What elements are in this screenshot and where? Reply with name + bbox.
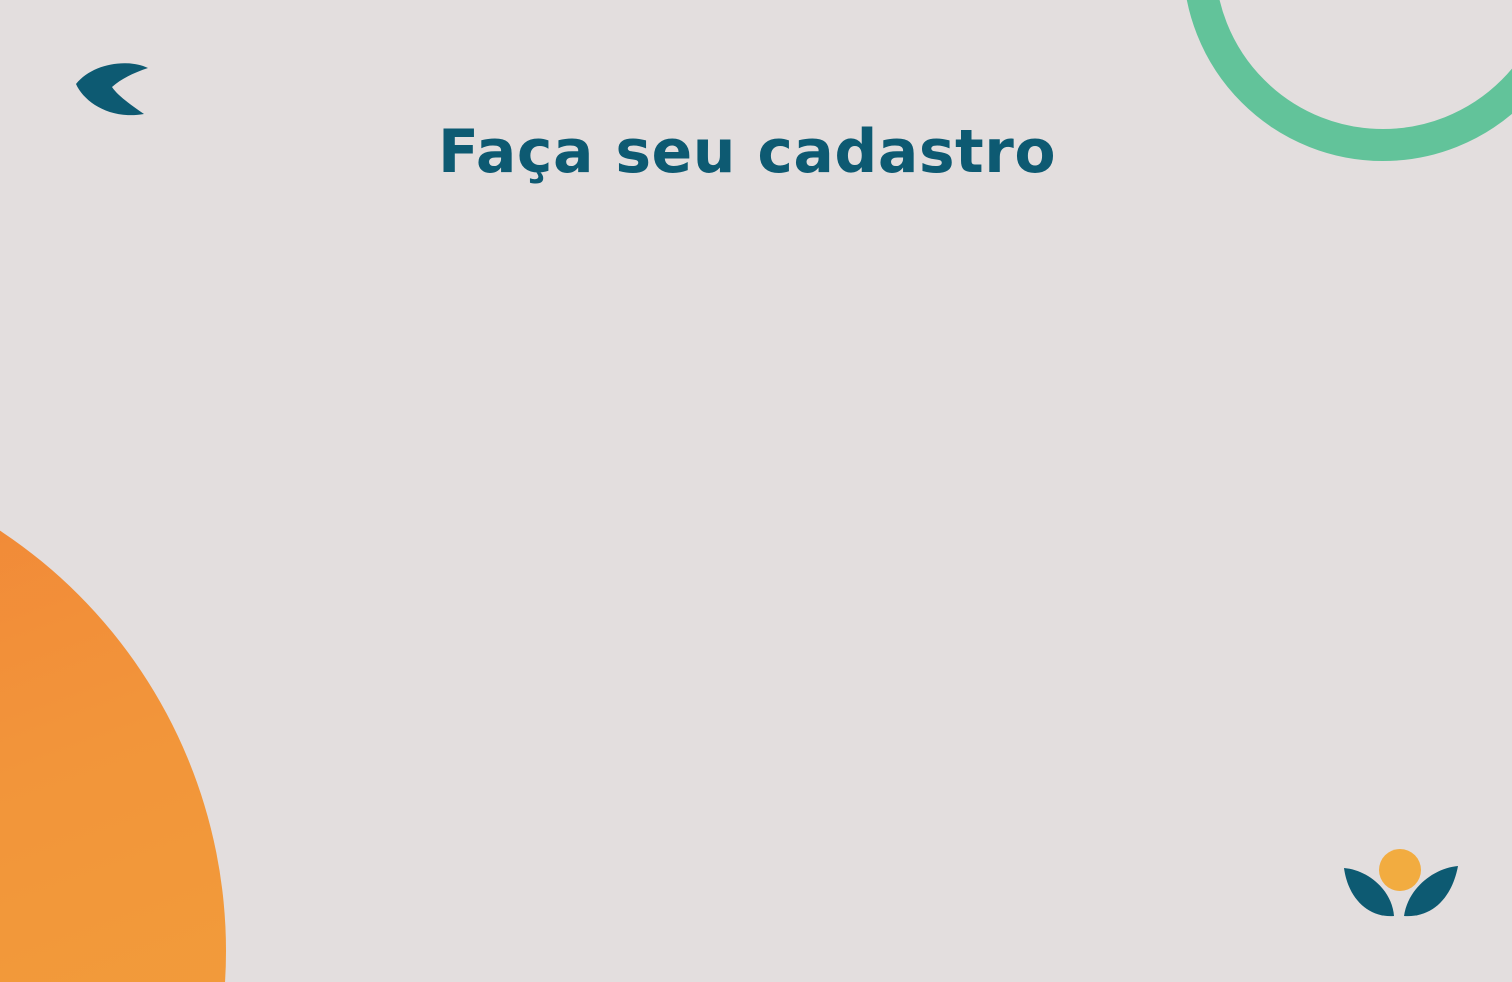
decorative-orange-circle — [0, 447, 226, 982]
page-title: Faça seu cadastro — [437, 117, 1057, 187]
brand-logo-icon — [1338, 846, 1464, 922]
brand-logo — [1338, 846, 1464, 922]
